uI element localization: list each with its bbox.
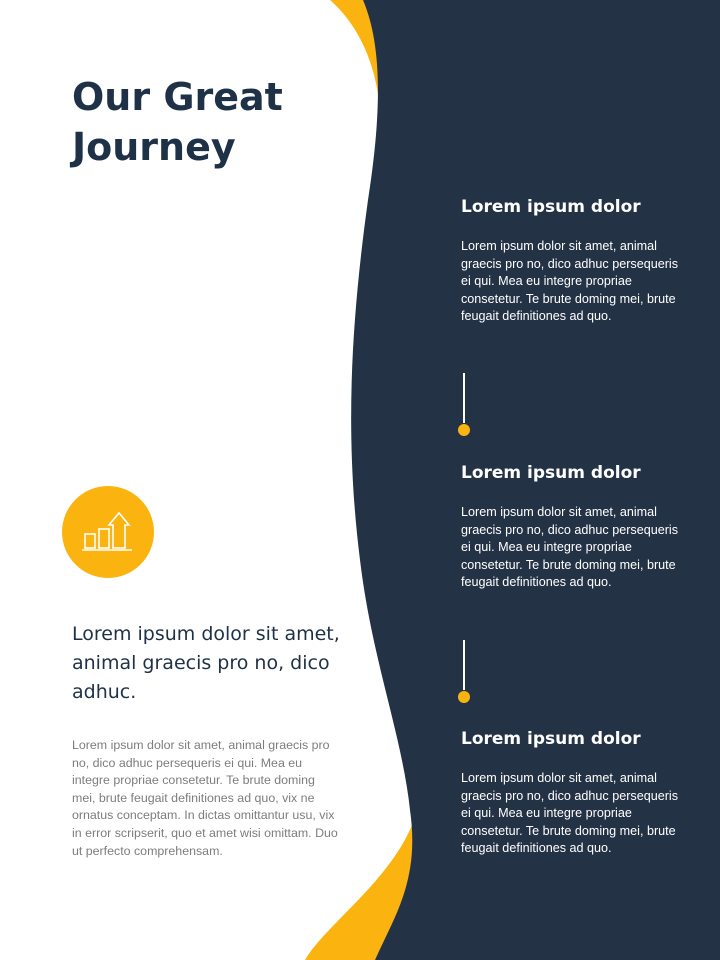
bar-chart-growth-icon xyxy=(82,508,134,554)
timeline-dot xyxy=(458,424,470,436)
body-paragraph: Lorem ipsum dolor sit amet, animal graecis pro no, dico adhuc persequeris ei qui. Mea eu integre propriae consetetur. Te brute doming mei, brute feugait definitiones ad quo, vix ne ornatus conceptam. In dictas omittantur usu, vix in error scripserit, quo et amet wisi omittam. Duo ut perfecto comprehensam. xyxy=(72,738,338,858)
timeline-entry-3 xyxy=(461,728,686,858)
timeline-line xyxy=(463,640,465,690)
timeline-entry-1 xyxy=(461,196,686,326)
timeline-connector-2 xyxy=(457,640,471,704)
timeline-dot xyxy=(458,691,470,703)
timeline-connector-1 xyxy=(457,373,471,437)
growth-icon-badge xyxy=(62,486,154,578)
lead-statement: Lorem ipsum dolor sit amet, animal graecis pro no, dico adhuc. xyxy=(72,623,340,703)
timeline-heading: Lorem ipsum dolor xyxy=(461,197,641,217)
timeline-text: Lorem ipsum dolor sit amet, animal graecis pro no, dico adhuc persequeris ei qui. Mea eu integre propriae consetetur. Te brute doming mei, brute feugait definitiones ad quo. xyxy=(461,771,679,856)
page-title: Our Great Journey xyxy=(72,75,283,169)
timeline-text: Lorem ipsum dolor sit amet, animal graecis pro no, dico adhuc persequeris ei qui. Mea eu integre propriae consetetur. Te brute doming mei, brute feugait definitiones ad quo. xyxy=(461,505,679,590)
timeline-heading: Lorem ipsum dolor xyxy=(461,463,641,483)
timeline-text: Lorem ipsum dolor sit amet, animal graecis pro no, dico adhuc persequeris ei qui. Mea eu integre propriae consetetur. Te brute doming mei, brute feugait definitiones ad quo. xyxy=(461,239,679,324)
timeline-heading: Lorem ipsum dolor xyxy=(461,729,641,749)
timeline-entry-2 xyxy=(461,462,686,592)
timeline-line xyxy=(463,373,465,423)
